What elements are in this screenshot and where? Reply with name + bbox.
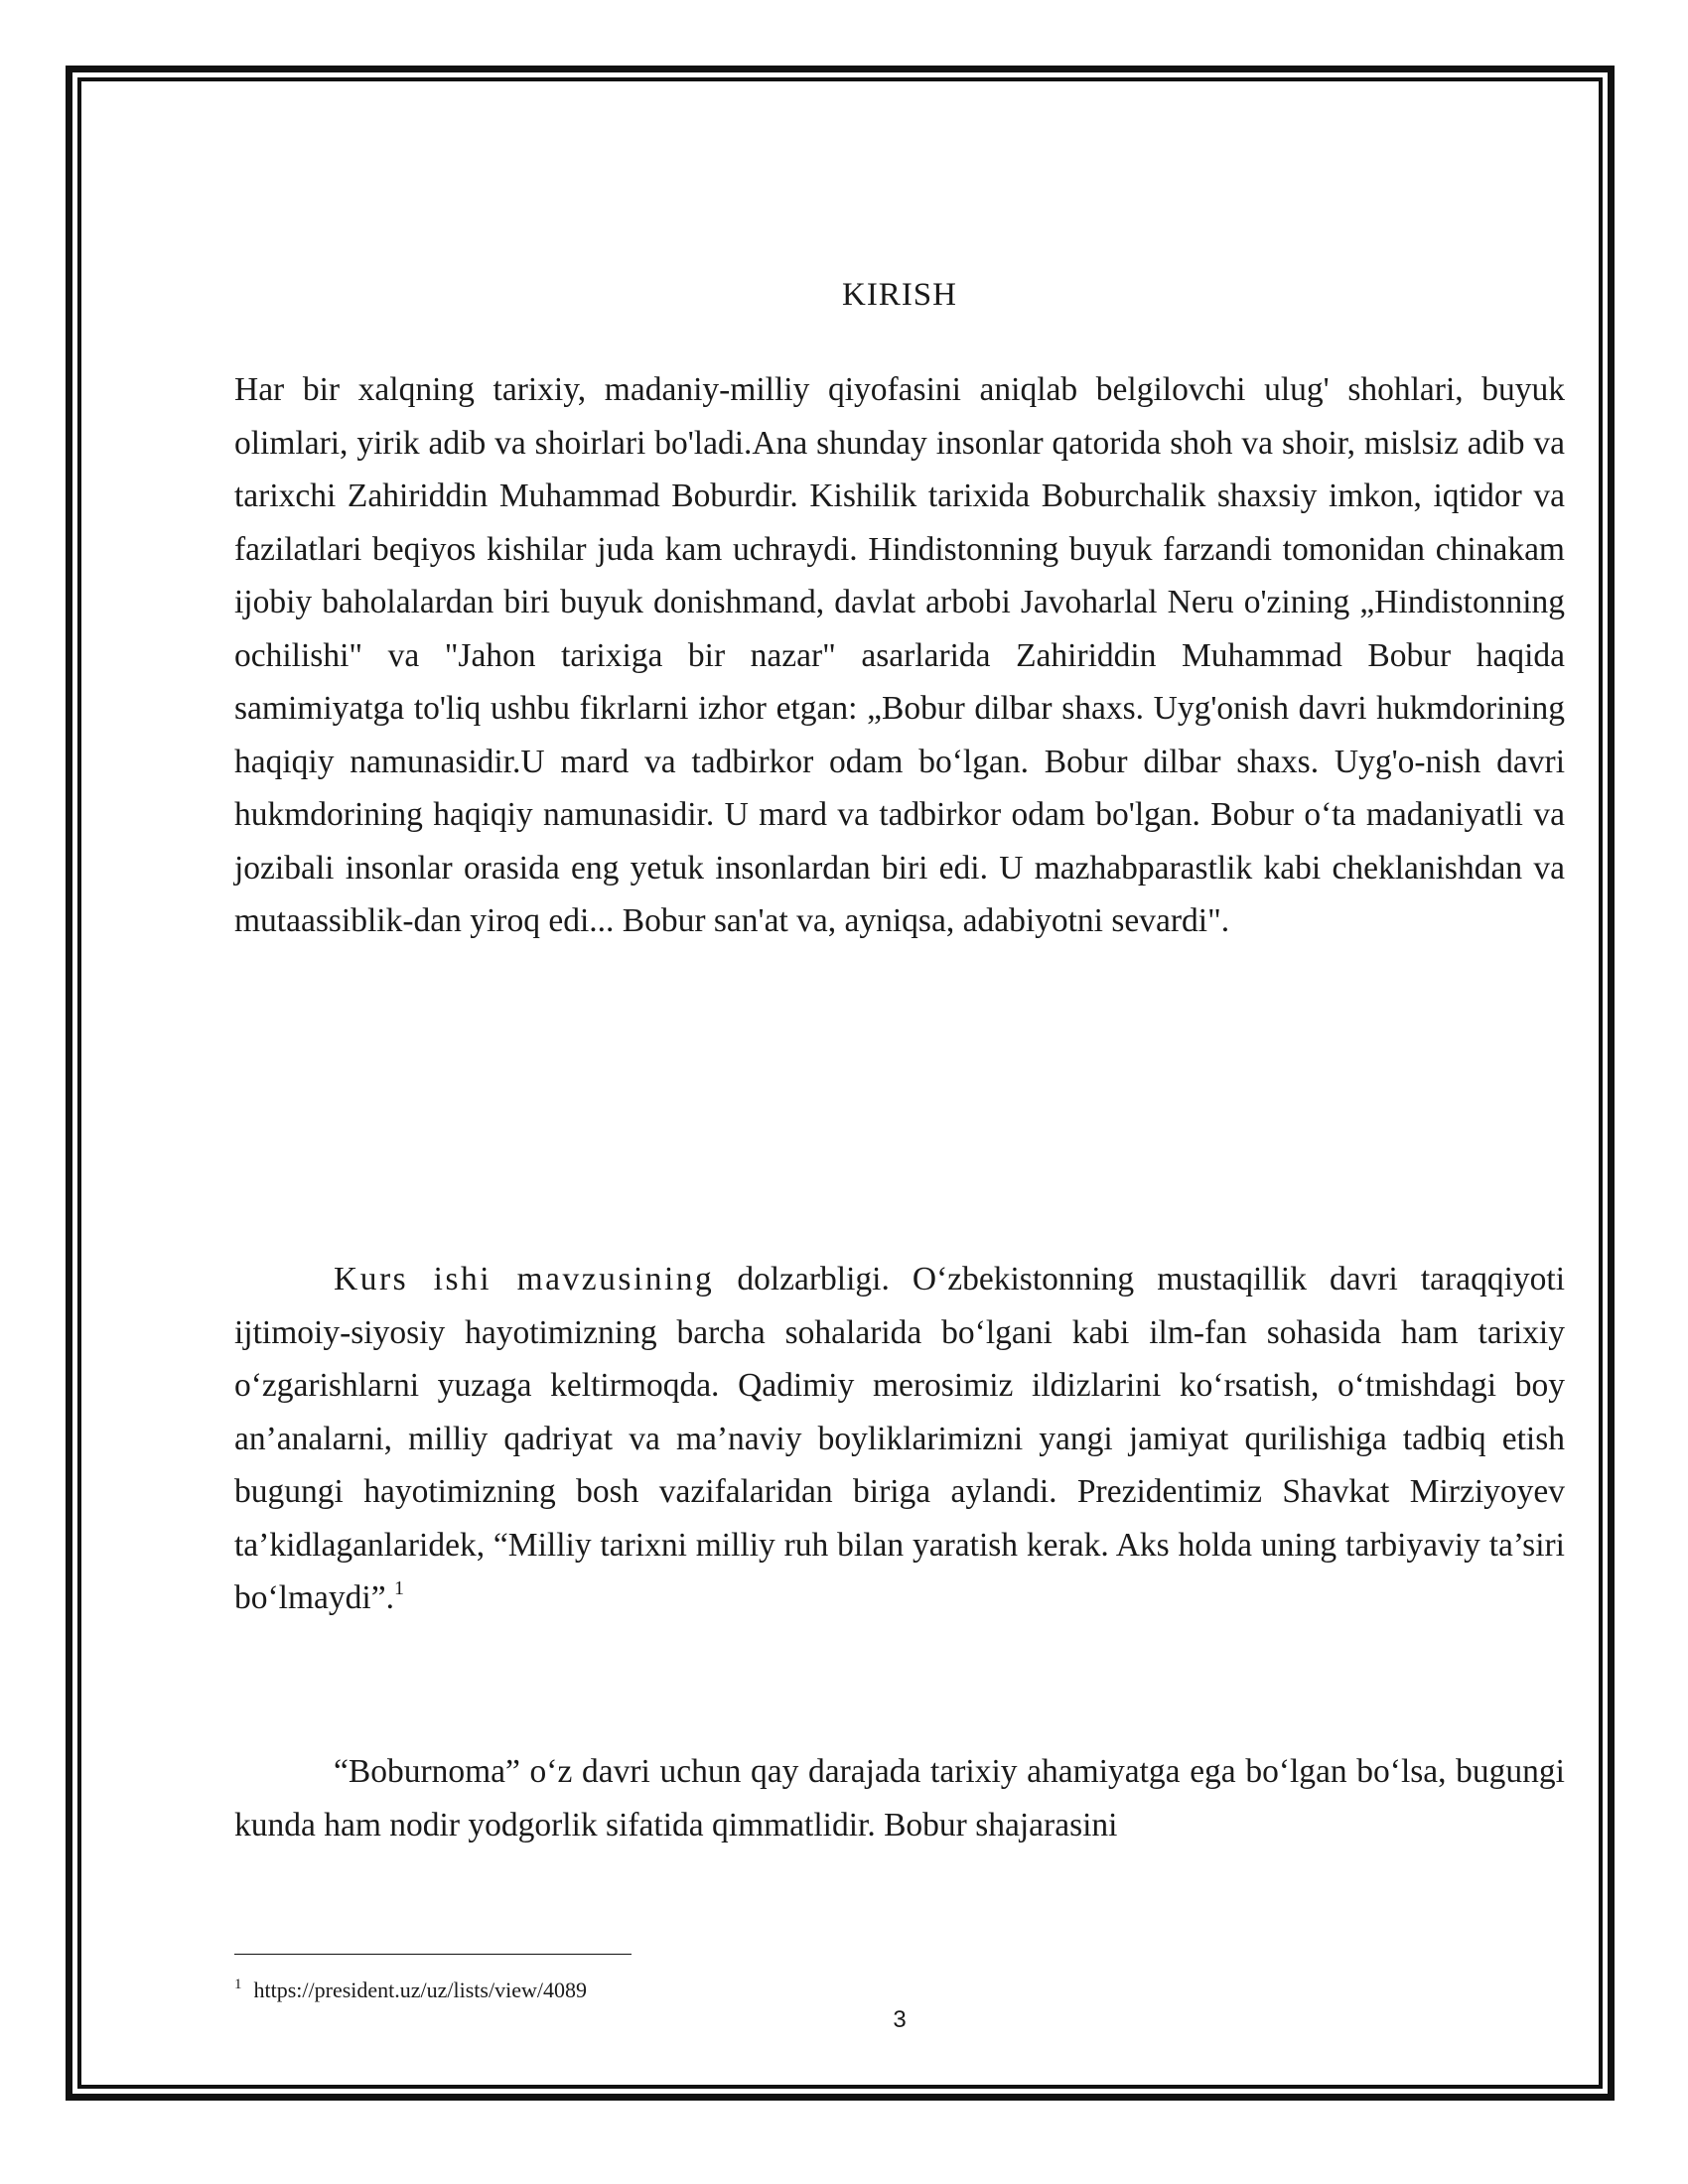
page-title: KIRISH	[841, 277, 957, 313]
paragraph-3-text: “Boburnoma” o‘z davri uchun qay darajada tarixiy ahamiyatga ega bo‘lgan bo‘lsa, bugungi kunda ham nodir yodgorlik sifatida qimmatlidir. Bobur shajarasini	[234, 1753, 1565, 1843]
paragraph-1-text: Har bir xalqning tarixiy, madaniy-milliy qiyofasini aniqlab belgilovchi ulug' shohlari, buyuk olimlari, yirik adib va shoirlari bo'ladi.Ana shunday insonlar qatorida shoh va shoir, mislsiz adib va tarixchi Zahiriddin Muhammad Boburdir. Kishilik tarixida Boburchalik shaxsiy imkon, iqtidor va fazilatlari beqiyos kishilar juda kam uchraydi. Hindistonning buyuk farzandi tomonidan chinakam ijobiy baholalardan biri buyuk donishmand, davlat arbobi Javoharlal Neru o'zining „Hindistonning ochilishi" va "Jahon tarixiga bir nazar" asarlarida Zahiriddin Muhammad Bobur haqida samimiyatga to'liq ushbu fikrlarni izhor etgan: „Bobur dilbar shaxs. Uyg'onish davri hukmdorining haqiqiy namunasidir.U mard va tadbirkor odam bo‘lgan. Bobur dilbar shaxs. Uyg'o-nish davri hukmdorining haqiqiy namunasidir. U mard va tadbirkor odam bo'lgan. Bobur o‘ta madaniyatli va jozibali insonlar orasida eng yetuk insonlardan biri edi. U mazhabparastlik kabi cheklanishdan va mutaassiblik-dan yiroq edi... Bobur san'at va, ayniqsa, adabiyotni sevardi".	[234, 371, 1565, 939]
paragraph-introduction	[234, 363, 1565, 948]
paragraph-2-rest: dolzarbligi. O‘zbekistonning mustaqillik davri taraqqiyoti ijtimoiy-siyosiy hayotimizning barcha sohalarida bo‘lgani kabi ilm-fan sohasida ham tarixiy o‘zgarishlarni yuzaga keltirmoqda. Qadimiy merosimiz ildizlarini ko‘rsatish, o‘tmishdagi boy an’analarni, milliy qadriyat va ma’naviy boyliklarimizni yangi jamiyat qurilishiga tadbiq etish bugungi hayotimizning bosh vazifalaridan biriga aylandi. Prezidentimiz Shavkat Mirziyoyev ta’kidlaganlaridek, “Milliy tarixni milliy ruh bilan yaratish kerak. Aks holda uning tarbiyaviy ta’siri bo‘lmaydi”.	[234, 1261, 1566, 1616]
paragraph-boburnoma	[234, 1745, 1565, 1851]
page-number: 3	[893, 2006, 907, 2033]
footnote-reference[interactable]: 1	[393, 1577, 404, 1599]
paragraph-relevance	[234, 1253, 1565, 1625]
paragraph-2-lead: Kurs ishi mavzusining	[334, 1261, 715, 1297]
footnote-link[interactable]: https://president.uz/uz/lists/view/4089	[253, 1978, 587, 2002]
footnote-separator	[234, 1954, 632, 1955]
footnote-mark: 1	[234, 1977, 242, 1992]
paragraph-2-text	[234, 1253, 1565, 1625]
footnote	[234, 1971, 587, 2004]
